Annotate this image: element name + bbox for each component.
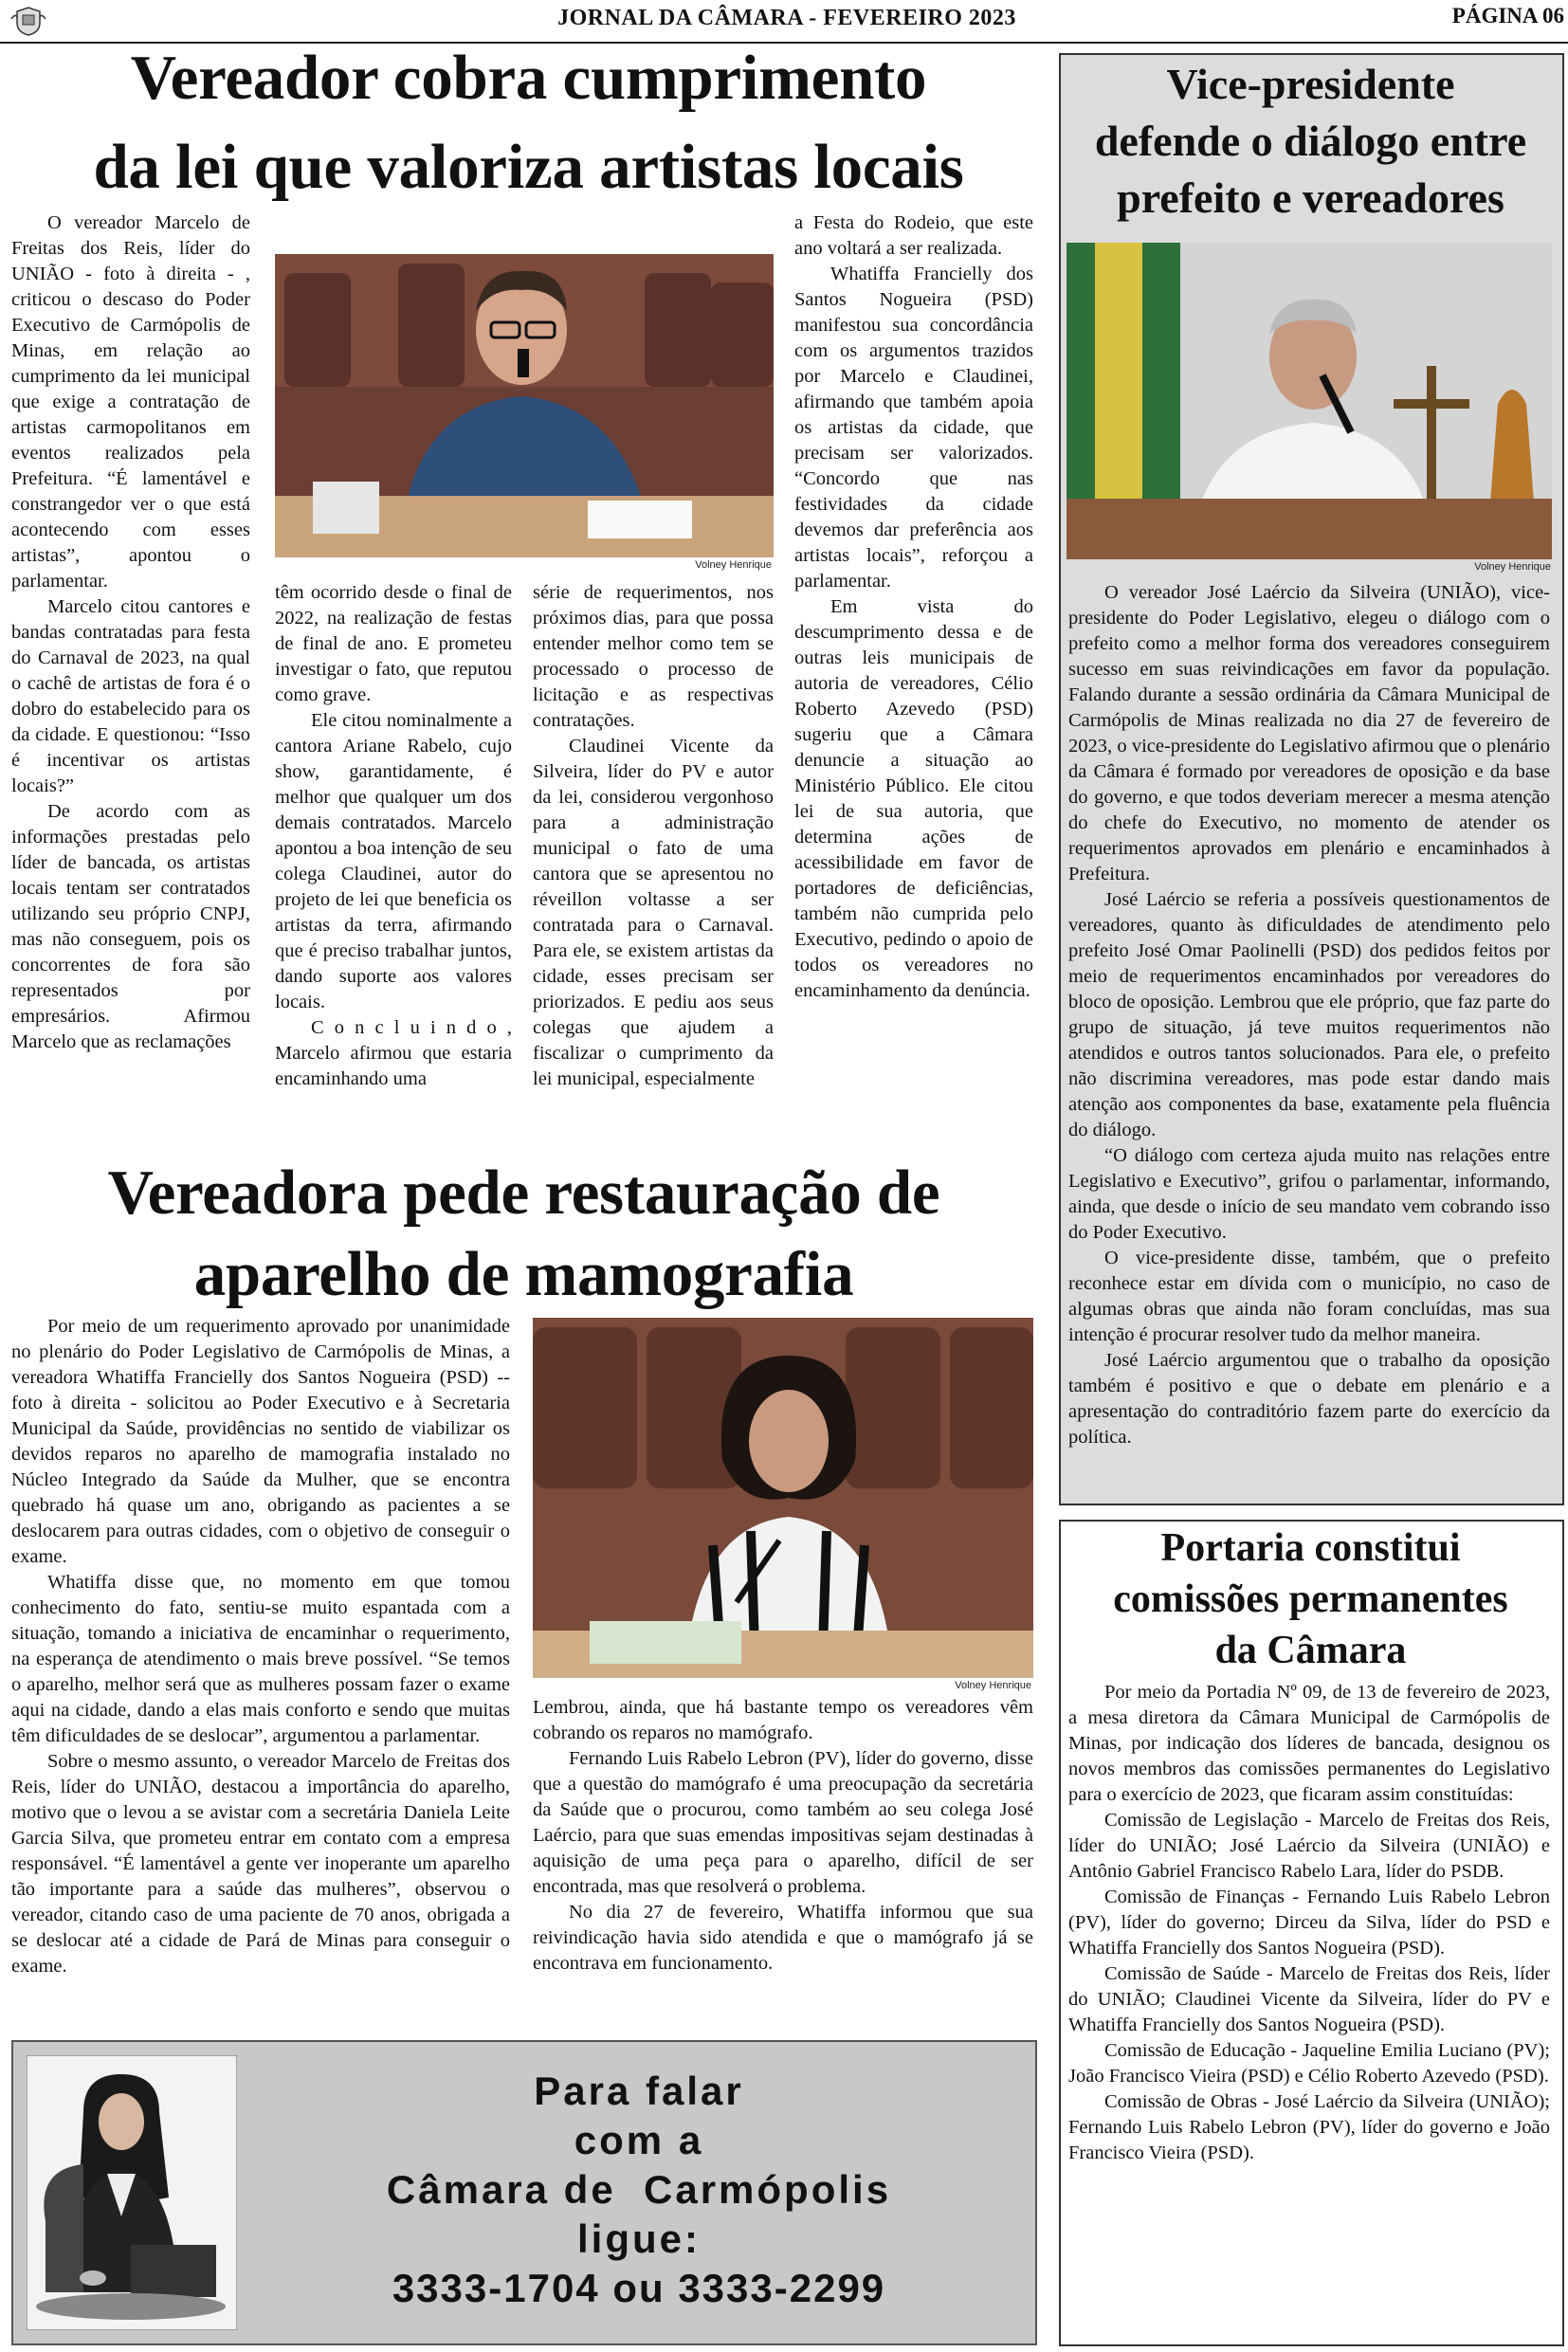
article1-headline-2: da lei que valoriza artistas locais [93, 132, 964, 202]
article1-column-2 [275, 580, 512, 1092]
paragraph: Claudinei Vicente da Silveira, líder do PV e autor da lei, considerou vergonhoso para a administração municipal o fato de uma cantora que se apresentou no réveillon voltasse a ser contratada para o Carnaval. Para ele, se existem artistas da cidade, esses precisam ser priorizados. E pediu aos seus colegas que ajudem a fiscalizar o cumprimento da lei municipal, especialmente [533, 736, 774, 1089]
paragraph: De acordo com as informações prestadas pelo líder de bancada, os artistas locais tentam ser contratados utilizando seu próprio CNPJ, mas não conseguem, pois os concorrentes de fora são representados por empresários. Afirmou Marcelo que as reclamações [11, 801, 250, 1052]
photo-credit: Volney Henrique [955, 1680, 1031, 1691]
article4-body [1068, 1680, 1550, 2166]
article3-headline-2: defende o diálogo entre [1094, 117, 1527, 165]
paragraph: Marcelo citou cantores e bandas contratadas para festa do Carnaval de 2023, na qual o cachê de artistas de fora é o dobro do estabelecido para os da cidade. E questionou: “Isso é incentivar os artistas locais?” [11, 596, 250, 796]
ad-phone-numbers: 3333-1704 ou 3333-2299 [392, 2266, 886, 2310]
paragraph: C o n c l u i n d o , Marcelo afirmou que estaria encaminhando uma [275, 1017, 512, 1089]
article3-body [1068, 580, 1550, 1450]
ad-text [250, 2067, 1028, 2313]
paragraph: O vereador José Laércio da Silveira (UNIÃO), vice-presidente do Poder Legislativo, elegeu o diálogo com o prefeito como a melhor forma dos vereadores conseguirem sucesso em suas reivindicações em favor da população. Falando durante a sessão ordinária da Câmara Municipal de Carmópolis de Minas realizada no dia 27 de fevereiro de 2023, o vice-presidente do Legislativo afirmou que o plenário da Câmara é formado por vereadores de oposição e da base do governo, e que todos deveriam merecer a mesma atenção do chefe do Executivo, no momento de atender os requerimentos aprovados em plenário e encaminhados à Prefeitura. [1068, 582, 1550, 884]
contact-ad-box [11, 2040, 1037, 2345]
article4-headline-3: da Câmara [1214, 1629, 1407, 1672]
page-number: PÁGINA 06 [1451, 4, 1564, 27]
paragraph: Em vista do descumprimento dessa e de outras leis municipais de autoria de vereadores, Célio Roberto Azevedo (PSD) sugeriu que a Câmara denuncie a situação ao Ministério Público. Ele citou lei de sua autoria, que determina ações de acessibilidade em favor de portadores de deficiências, também não cumprida pelo Executivo, pedindo o apoio de todos os vereadores no encaminhamento da denúncia. [794, 596, 1033, 1001]
article2-photo [533, 1318, 1033, 1678]
article2-column-2 [533, 1695, 1033, 1977]
paragraph: No dia 27 de fevereiro, Whatiffa informou que sua reivindicação havia sido atendida e que o mamógrafo já se encontrava em funcionamento. [533, 1902, 1033, 1974]
paragraph: Comissão de Legislação - Marcelo de Freitas dos Reis, líder do UNIÃO; José Laércio da Silveira (UNIÃO) e Antônio Gabriel Francisco Rabelo Lara, líder do PSDB. [1068, 1810, 1550, 1882]
article1-photo [275, 254, 774, 557]
paragraph: Fernando Luis Rabelo Lebron (PV), líder do governo, disse que a questão do mamógrafo é uma preocupação da secretária da Saúde que o procurou, como também ao seu colega José Laércio, para que suas emendas impositivas sejam destinadas à aquisição de uma peça para o aparelho, difícil de ser encontrada, mas que resolverá o problema. [533, 1748, 1033, 1897]
article1-column-3 [533, 580, 774, 1092]
paragraph: série de requerimentos, nos próximos dias, para que possa entender melhor como tem se processado o processo de licitação e as respectivas contratações. [533, 582, 774, 731]
photo-credit: Volney Henrique [1474, 561, 1551, 573]
article4-headline-2: comissões permanentes [1113, 1577, 1508, 1621]
paragraph: Whatiffa disse que, no momento em que tomou conhecimento do fato, sentiu-se muito espantada com a situação, tomando a iniciativa de encaminhar o requerimento, na esperança de atendimento o mais breve possível. “Se temos o aparelho, melhor será que as mulheres possam fazer o exame aqui na cidade, dando a elas mais conforto e sendo que muitas têm dificuldades de se deslocar”, argumentou a parlamentar. [11, 1572, 510, 1746]
paragraph: José Laércio argumentou que o trabalho da oposição também é positivo e que o debate em plenário e a apresentação do contraditório fazem parte do exercício da política. [1068, 1350, 1550, 1448]
article2-headline-1: Vereadora pede restauração de [107, 1158, 940, 1228]
ad-line: com a [574, 2118, 704, 2162]
paragraph: O vice-presidente disse, também, que o prefeito reconhece estar em dívida com o município, no caso de algumas obras que ainda não foram concluídas, mas sua intenção é procurar resolver tudo da melhor maneira. [1068, 1248, 1550, 1345]
ad-line: ligue: [577, 2216, 701, 2261]
article3-headline-3: prefeito e vereadores [1117, 173, 1504, 222]
paragraph: Ele citou nominalmente a cantora Ariane Rabelo, cujo show, garantidamente, é melhor que qualquer um dos demais contratados. Marcelo apontou a boa intenção de seu colega Claudinei, autor do projeto de lei que beneficia os artistas da terra, afirmando que é preciso trabalhar juntos, dando suporte aos valores locais. [275, 710, 512, 1012]
paragraph: Por meio de um requerimento aprovado por unanimidade no plenário do Poder Legislativo de Carmópolis de Minas, a vereadora Whatiffa Francielly dos Santos Nogueira (PSD) -- foto à direita - solicitou ao Poder Executivo e à Secretaria Municipal da Saúde, providências no sentido de viabilizar os devidos reparos no aparelho de mamografia instalado no Núcleo Integrado da Saúde da Mulher, que se encontra quebrado há quase um ano, obrigando as pacientes a se deslocarem para outras cidades, com o objetivo de conseguir o exame. [11, 1316, 510, 1567]
paragraph: Comissão de Saúde - Marcelo de Freitas dos Reis, líder do UNIÃO; Claudinei Vicente da Silveira, líder do PV e Whatiffa Francielly dos Santos Nogueira (PSD). [1068, 1963, 1550, 2035]
newspaper-title: JORNAL DA CÂMARA - FEVEREIRO 2023 [557, 6, 1016, 30]
article4-headline-1: Portaria constitui [1160, 1526, 1461, 1570]
paragraph: a Festa do Rodeio, que este ano voltará a ser realizada. [794, 212, 1033, 259]
paragraph: Whatiffa Francielly dos Santos Nogueira (PSD) manifestou sua concordância com os argumentos trazidos por Marcelo e Claudinei, afirmando que também apoia os artistas da cidade, que precisam ser valorizados. “Concordo que nas festividades da cidade devemos dar preferência aos artistas locais”, reforçou a parlamentar. [794, 264, 1033, 592]
article1-column-1 [11, 210, 250, 1055]
paragraph: Comissão de Educação - Jaqueline Emilia Luciano (PV); João Francisco Vieira (PSD) e Célio Roberto Azevedo (PSD). [1068, 2040, 1550, 2087]
article1-column-4 [794, 210, 1033, 1004]
ad-line: Câmara de Carmópolis [386, 2167, 892, 2212]
article2-headline-2: aparelho de mamografia [193, 1239, 854, 1309]
receptionist-illustration [27, 2055, 237, 2330]
paragraph: José Laércio se referia a possíveis questionamentos de vereadores, quanto às dificuldades de atendimento pelo prefeito José Omar Paolinelli (PSD) dos pedidos feitos por meio de requerimentos encaminhados por vereadores do bloco de oposição. Lembrou que ele próprio, que faz parte do grupo de situação, já teve muitos requerimentos não atendidos e outros tantos solucionados. Para ele, o prefeito não discrimina vereadores, mas pode estar dando mais atenção aos componentes da base, exatamente pela fluência do diálogo. [1068, 889, 1550, 1140]
article1-headline-1: Vereador cobra cumprimento [130, 43, 927, 113]
article3-photo [1067, 243, 1552, 559]
paragraph: Sobre o mesmo assunto, o vereador Marcelo de Freitas dos Reis, líder do UNIÃO, destacou a importância do aparelho, motivo que o levou a se avistar com a secretária Daniela Leite Garcia Silva, que prometeu entrar em contato com a empresa responsável. “É lamentável a gente ver inoperante um aparelho tão importante para a saúde das mulheres”, observou o vereador, citando caso de uma paciente de 70 anos, obrigada a se deslocar até a cidade de Pará de Minas para conseguir o exame. [11, 1751, 510, 1977]
ad-line: Para falar [534, 2069, 744, 2113]
coat-of-arms-logo [9, 6, 47, 36]
paragraph: Comissão de Obras - José Laércio da Silveira (UNIÃO); Fernando Luis Rabelo Lebron (PV), líder do governo e João Francisco Vieira (PSD). [1068, 2091, 1550, 2163]
paragraph: têm ocorrido desde o final de 2022, na realização de festas de final de ano. E prometeu investigar o fato, que reputou como grave. [275, 582, 512, 705]
paragraph: Comissão de Finanças - Fernando Luis Rabelo Lebron (PV), líder do governo; Dirceu da Silva, líder do PSD e Whatiffa Francielly dos Santos Nogueira (PSD). [1068, 1887, 1550, 1959]
paragraph: O vereador Marcelo de Freitas dos Reis, líder do UNIÃO - foto à direita - , criticou o descaso do Poder Executivo de Carmópolis de Minas, em relação ao cumprimento da lei municipal que exige a contratação de artistas carmopolitanos em eventos realizados pela Prefeitura. “É lamentável e constrangedor ver o que está acontecendo com esses artistas”, apontou o parlamentar. [11, 212, 250, 592]
paragraph: “O diálogo com certeza ajuda muito nas relações entre Legislativo e Executivo”, grifou o parlamentar, informando, ainda, que desde o início de seu mandato vem cobrando isso do Poder Executivo. [1068, 1145, 1550, 1243]
paragraph: Por meio da Portadia Nº 09, de 13 de fevereiro de 2023, a mesa diretora da Câmara Municipal de Carmópolis de Minas, por indicação dos líderes de bancada, designou os novos membros das comissões permanentes do Legislativo para o exercício de 2023, que ficaram assim constituídas: [1068, 1682, 1550, 1805]
paragraph: Lembrou, ainda, que há bastante tempo os vereadores vêm cobrando os reparos no mamógrafo. [533, 1697, 1033, 1743]
article2-column-1 [11, 1314, 510, 1979]
article3-headline-1: Vice-presidente [1166, 60, 1455, 108]
photo-credit: Volney Henrique [695, 559, 772, 571]
